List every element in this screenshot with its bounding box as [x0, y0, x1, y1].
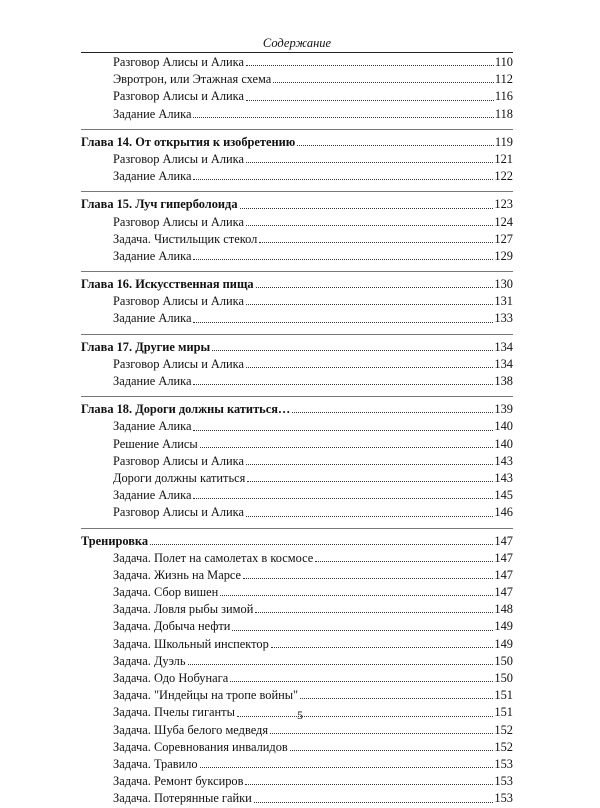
- toc-entry: [81, 470, 513, 487]
- toc-entry-title: Разговор Алисы и Алика: [113, 55, 245, 69]
- dot-leader: [246, 304, 493, 305]
- toc-entry-title: Задание Алика: [113, 488, 192, 503]
- toc-entry: [81, 168, 513, 185]
- toc-entry-title: Разговор Алисы и Алика: [113, 356, 245, 371]
- toc-entry-title: Глава 18. Дороги должны катиться…: [81, 402, 291, 417]
- toc-entry-title: Задание Алика: [113, 419, 192, 434]
- dot-leader: [297, 145, 494, 146]
- toc-entry-page: 116: [494, 89, 513, 104]
- dot-leader: [246, 516, 493, 517]
- dot-leader: [315, 561, 493, 562]
- toc-entry: [81, 550, 513, 567]
- toc-entry: [81, 636, 513, 653]
- toc-entry-title: Задача. Соревнования инвалидов: [113, 739, 288, 754]
- toc-heading-entry: [81, 401, 513, 418]
- dot-leader: [212, 350, 493, 351]
- toc-entry: [81, 739, 513, 756]
- toc-entry-title: Задание Алика: [113, 106, 192, 121]
- toc-entry-title: Глава 15. Луч гиперболоида: [81, 197, 238, 212]
- toc-entry: [81, 356, 513, 373]
- toc-entry-title: Глава 16. Искусственная пища: [81, 277, 254, 292]
- toc-entry-page: 153: [494, 756, 513, 771]
- toc-entry-title: Задание Алика: [113, 374, 192, 388]
- dot-leader: [188, 664, 494, 665]
- toc-entry: [81, 151, 513, 168]
- toc-entry-title: Тренировка: [81, 533, 149, 548]
- toc-entry: [81, 214, 513, 231]
- toc-entry: [81, 373, 513, 390]
- toc-entry-page: 147: [494, 585, 513, 600]
- toc-entry: [81, 601, 513, 618]
- toc-entry: [81, 88, 513, 105]
- toc-entry: [81, 773, 513, 790]
- dot-leader: [259, 242, 493, 243]
- toc-entry-page: 147: [494, 550, 513, 565]
- section-separator: [81, 271, 513, 272]
- toc-entry-page: 131: [494, 294, 513, 309]
- toc-entry-title: Задача. Сбор вишен: [113, 585, 219, 600]
- dot-leader: [193, 430, 493, 431]
- toc-entry-page: 151: [494, 688, 513, 703]
- toc-entry-title: Разговор Алисы и Алика: [113, 214, 245, 229]
- toc-entry-title: Задача. Полет на самолетах в космосе: [113, 550, 314, 565]
- toc-entry-page: 139: [494, 402, 513, 417]
- toc-entry-page: 153: [494, 791, 513, 806]
- toc-entry-page: 149: [494, 619, 513, 634]
- toc-entry-page: 151: [494, 705, 513, 720]
- dot-leader: [246, 162, 493, 163]
- toc-entry-page: 112: [494, 72, 513, 87]
- toc-entry-page: 147: [494, 533, 513, 548]
- toc-entry-page: 110: [494, 55, 513, 69]
- dot-leader: [271, 647, 494, 648]
- toc-entry-page: 152: [494, 722, 513, 737]
- toc-entry-page: 118: [494, 106, 513, 121]
- toc-entry-page: 140: [494, 436, 513, 451]
- toc-entry-title: Разговор Алисы и Алика: [113, 294, 245, 309]
- toc-entry-page: 138: [494, 374, 513, 388]
- toc-entry: [81, 248, 513, 265]
- toc-entry-title: Задача. Дуэль: [113, 653, 186, 668]
- toc-entry-title: Задача. Школьный инспектор: [113, 636, 269, 651]
- toc-entry: [81, 418, 513, 435]
- toc-entry: [81, 504, 513, 521]
- dot-leader: [230, 681, 493, 682]
- toc-entry-page: 130: [494, 277, 513, 292]
- toc-entry-title: Задача. Травило: [113, 756, 198, 771]
- toc-entry-page: 145: [494, 488, 513, 503]
- toc-entry-page: 150: [494, 653, 513, 668]
- toc-entry: [81, 453, 513, 470]
- toc-entry-page: 148: [494, 602, 513, 617]
- toc-entry-page: 119: [494, 134, 513, 149]
- dot-leader: [200, 767, 494, 768]
- toc-entry-title: Задача. Пчелы гиганты: [113, 705, 235, 720]
- toc-heading-entry: [81, 339, 513, 356]
- toc-entry-title: Задача. Чистильщик стекол: [113, 231, 258, 246]
- toc-entry-title: Разговор Алисы и Алика: [113, 505, 245, 520]
- toc-entry-page: 133: [494, 311, 513, 326]
- toc-entry-title: Разговор Алисы и Алика: [113, 453, 245, 468]
- header-rule: [81, 52, 513, 53]
- section-separator: [81, 191, 513, 192]
- toc-entry-page: 122: [494, 169, 513, 184]
- toc-entry-title: Задача. Ловля рыбы зимой: [113, 602, 254, 617]
- table-of-contents: [81, 54, 513, 808]
- dot-leader: [193, 384, 493, 385]
- dot-leader: [254, 802, 494, 803]
- toc-heading-entry: [81, 533, 513, 550]
- toc-entry-page: 134: [494, 356, 513, 371]
- toc-entry-title: Задача. Потерянные гайки: [113, 791, 252, 806]
- toc-entry-page: 121: [494, 151, 513, 166]
- toc-entry: [81, 231, 513, 248]
- toc-entry: [81, 71, 513, 88]
- toc-entry-title: Задача. "Индейцы на тропе войны": [113, 688, 299, 703]
- toc-entry: [81, 670, 513, 687]
- toc-entry-title: Глава 14. От открытия к изобретению: [81, 134, 296, 149]
- toc-entry: [81, 106, 513, 123]
- toc-entry-page: 134: [494, 339, 513, 354]
- toc-entry-page: 143: [494, 453, 513, 468]
- toc-entry-title: Эвротрон, или Этажная схема: [113, 72, 272, 87]
- toc-entry: [81, 584, 513, 601]
- toc-heading-entry: [81, 276, 513, 293]
- toc-entry-page: 127: [494, 231, 513, 246]
- dot-leader: [240, 208, 494, 209]
- dot-leader: [256, 287, 494, 288]
- section-separator: [81, 334, 513, 335]
- dot-leader: [290, 750, 494, 751]
- toc-entry-page: 146: [494, 505, 513, 520]
- dot-leader: [292, 412, 493, 413]
- toc-entry: [81, 54, 513, 71]
- section-separator: [81, 129, 513, 130]
- dot-leader: [193, 259, 493, 260]
- dot-leader: [193, 117, 493, 118]
- toc-entry: [81, 293, 513, 310]
- toc-entry-page: 143: [494, 470, 513, 485]
- dot-leader: [243, 578, 493, 579]
- running-header: Содержание: [262, 36, 332, 50]
- dot-leader: [150, 544, 493, 545]
- dot-leader: [220, 595, 493, 596]
- dot-leader: [273, 82, 494, 83]
- dot-leader: [245, 784, 493, 785]
- dot-leader: [193, 498, 493, 499]
- toc-entry-title: Задача. Добыча нефти: [113, 619, 231, 634]
- dot-leader: [246, 225, 493, 226]
- toc-entry-page: 124: [494, 214, 513, 229]
- dot-leader: [270, 733, 493, 734]
- toc-entry-page: 147: [494, 567, 513, 582]
- toc-entry-title: Задание Алика: [113, 169, 192, 184]
- toc-entry-page: 153: [494, 774, 513, 789]
- dot-leader: [246, 65, 494, 66]
- page-number: 5: [297, 708, 303, 722]
- toc-entry: [81, 653, 513, 670]
- toc-entry-page: 149: [494, 636, 513, 651]
- dot-leader: [255, 612, 493, 613]
- section-separator: [81, 396, 513, 397]
- toc-entry-page: 129: [494, 248, 513, 263]
- toc-entry-title: Решение Алисы: [113, 436, 198, 451]
- toc-heading-entry: [81, 134, 513, 151]
- dot-leader: [246, 367, 493, 368]
- dot-leader: [232, 630, 493, 631]
- toc-entry-title: Дороги должны катиться: [113, 470, 246, 485]
- toc-entry: [81, 436, 513, 453]
- toc-heading-entry: [81, 196, 513, 213]
- toc-entry-page: 123: [494, 197, 513, 212]
- toc-entry: [81, 790, 513, 807]
- dot-leader: [247, 481, 493, 482]
- dot-leader: [246, 464, 493, 465]
- toc-entry-title: Разговор Алисы и Алика: [113, 151, 245, 166]
- dot-leader: [193, 322, 493, 323]
- toc-entry-title: Задача. Ремонт буксиров: [113, 774, 244, 789]
- dot-leader: [193, 179, 493, 180]
- toc-entry: [81, 618, 513, 635]
- toc-entry: [81, 567, 513, 584]
- dot-leader: [300, 698, 493, 699]
- dot-leader: [200, 447, 494, 448]
- toc-entry-page: 140: [494, 419, 513, 434]
- toc-entry-title: Задание Алика: [113, 248, 192, 263]
- section-separator: [81, 528, 513, 529]
- toc-entry: [81, 687, 513, 704]
- toc-entry-title: Задача. Жизнь на Марсе: [113, 567, 242, 582]
- toc-entry-title: Глава 17. Другие миры: [81, 339, 211, 354]
- toc-entry: [81, 487, 513, 504]
- toc-entry: [81, 756, 513, 773]
- dot-leader: [246, 100, 494, 101]
- toc-entry: [81, 722, 513, 739]
- toc-entry-title: Разговор Алисы и Алика: [113, 89, 245, 104]
- toc-entry-page: 150: [494, 671, 513, 685]
- toc-entry: [81, 310, 513, 327]
- toc-entry-title: Задание Алика: [113, 311, 192, 326]
- toc-entry-title: Задача. Шуба белого медведя: [113, 722, 269, 737]
- toc-entry-page: 152: [494, 739, 513, 754]
- toc-entry-title: Задача. Одо Нобунага: [113, 671, 229, 685]
